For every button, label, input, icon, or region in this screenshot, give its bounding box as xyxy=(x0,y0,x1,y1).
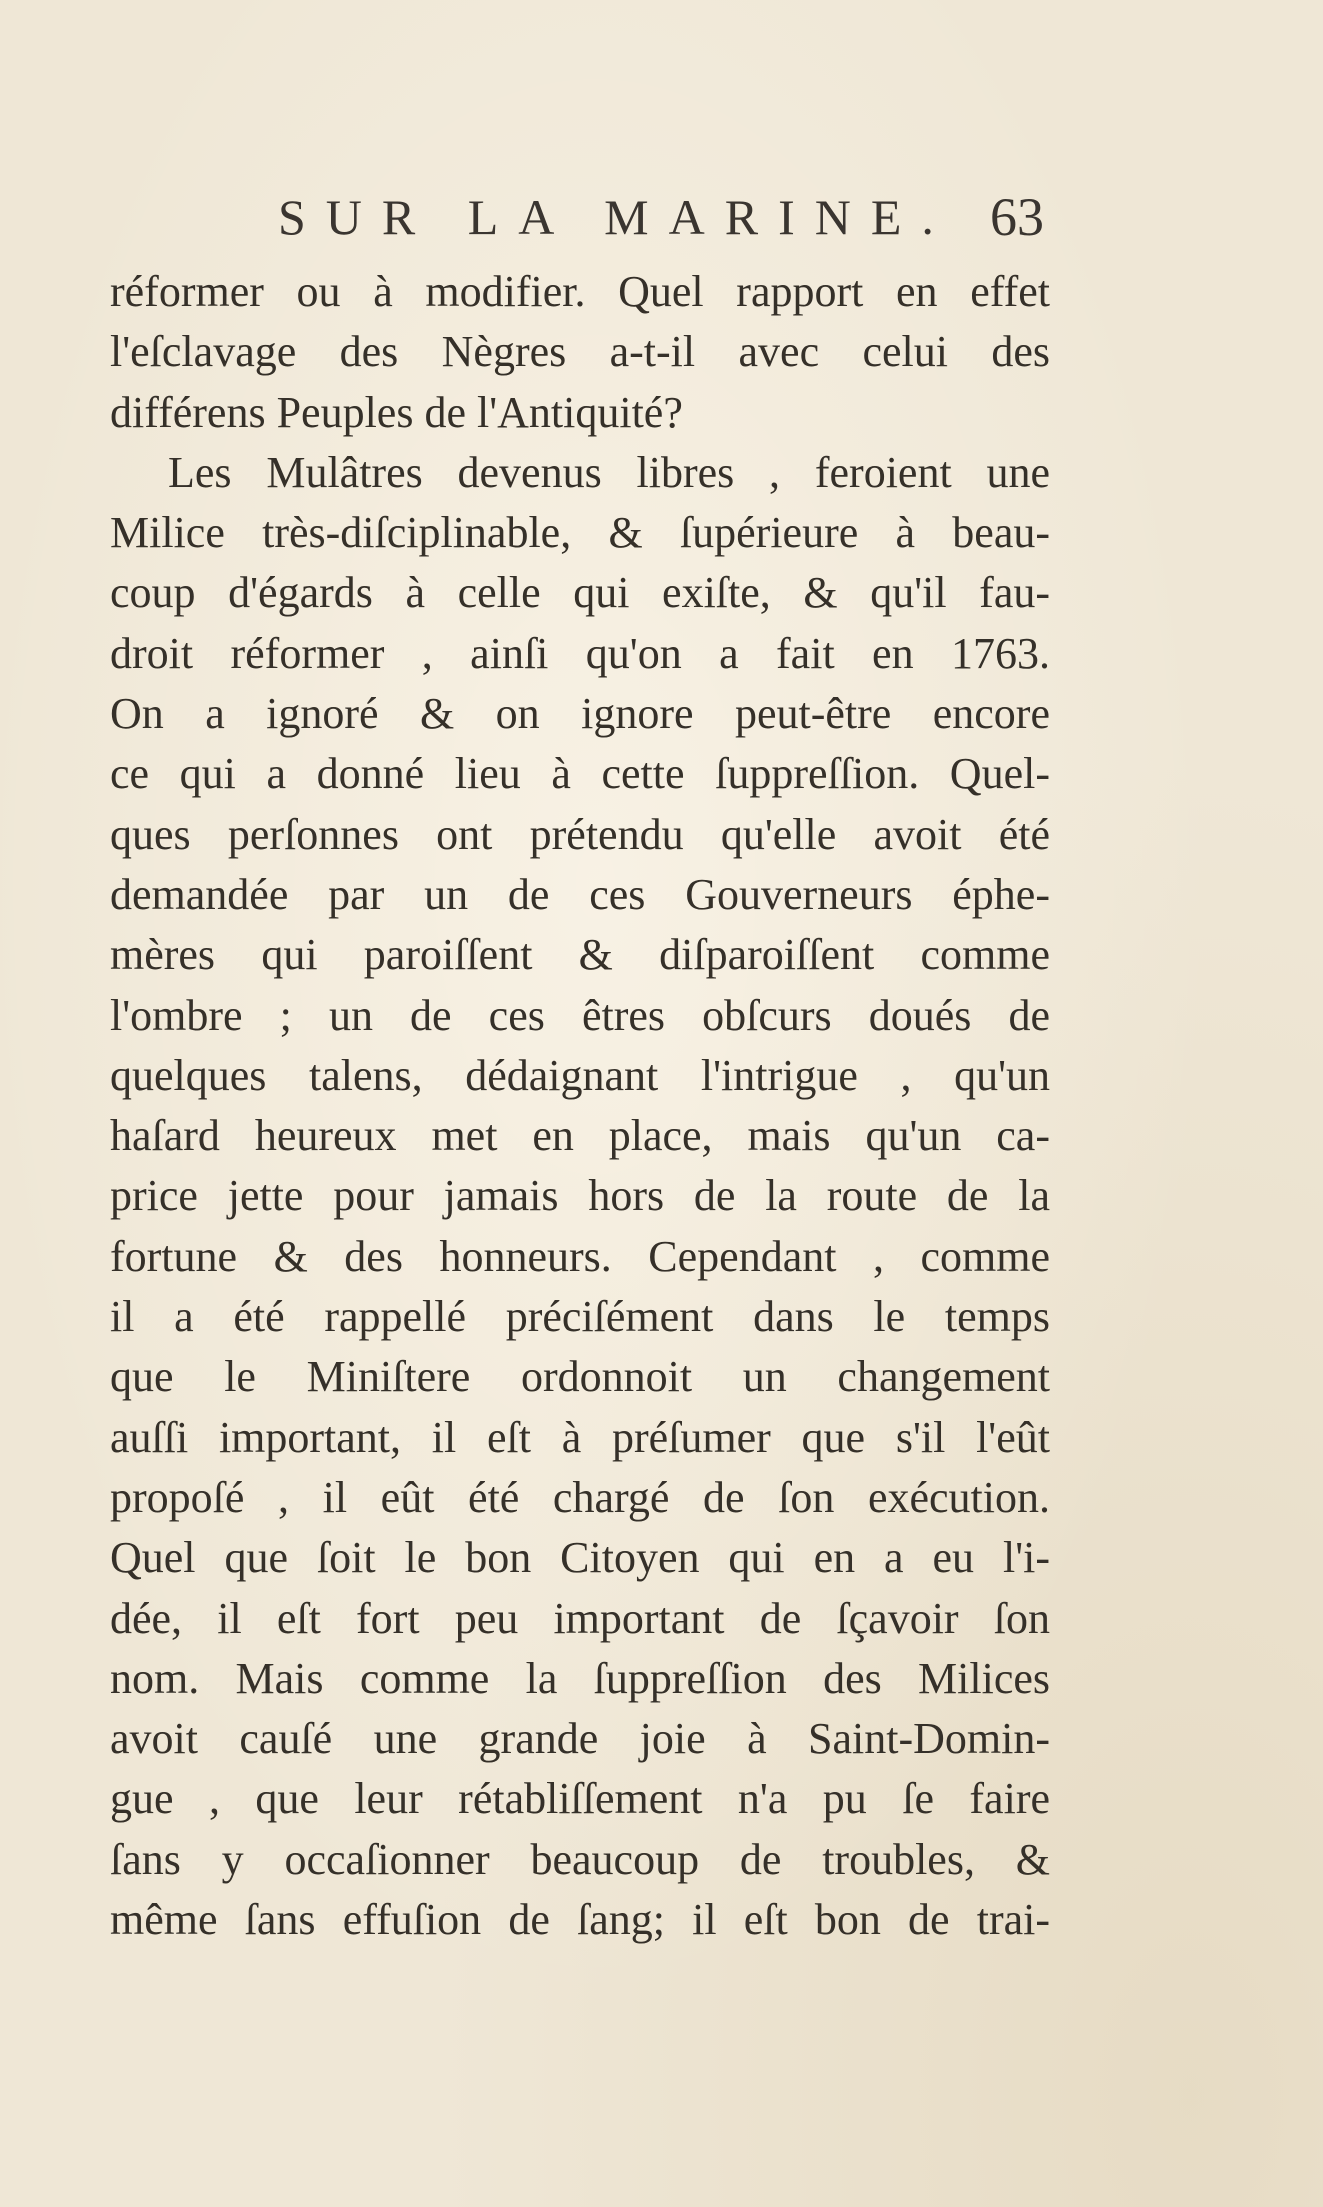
text-line: mères qui paroiſſent & diſparoiſſent comme xyxy=(110,930,1050,980)
text-line: haſard heureux met en place, mais qu'un ca- xyxy=(110,1111,1050,1161)
text-line: même ſans effuſion de ſang; il eſt bon de trai- xyxy=(110,1895,1050,1945)
running-title: SUR LA MARINE. xyxy=(278,189,954,245)
page-number: 63 xyxy=(990,187,1044,247)
text-line: il a été rappellé préciſément dans le temps xyxy=(110,1292,1050,1342)
body-text xyxy=(110,262,1050,1950)
text-line: propoſé , il eût été chargé de ſon exécution. xyxy=(110,1472,1050,1522)
text-line: ques perſonnes ont prétendu qu'elle avoit été xyxy=(110,809,1050,859)
text-line: l'eſclavage des Nègres a-t-il avec celui des xyxy=(110,327,1050,377)
text-line: gue , que leur rétabliſſement n'a pu ſe faire xyxy=(110,1774,1050,1824)
text-line: auſſi important, il eſt à préſumer que s'il l'eût xyxy=(110,1412,1050,1462)
text-line: Milice très-diſciplinable, & ſupérieure à beau- xyxy=(110,508,1050,558)
running-head xyxy=(0,188,1323,248)
text-line: ce qui a donné lieu à cette ſuppreſſion. Quel- xyxy=(110,749,1050,799)
text-line: que le Miniſtere ordonnoit un changement xyxy=(110,1352,1050,1402)
text-line: ſans y occaſionner beaucoup de troubles, & xyxy=(110,1834,1050,1884)
text-line: avoit cauſé une grande joie à Saint-Domin- xyxy=(110,1714,1050,1764)
text-line: droit réformer , ainſi qu'on a fait en 1763. xyxy=(110,628,1050,678)
text-line: l'ombre ; un de ces êtres obſcurs doués de xyxy=(110,990,1050,1040)
text-line: Quel que ſoit le bon Citoyen qui en a eu l'i- xyxy=(110,1533,1050,1583)
text-line: price jette pour jamais hors de la route de la xyxy=(110,1171,1050,1221)
text-line: fortune & des honneurs. Cependant , comme xyxy=(110,1231,1050,1281)
text-line: coup d'égards à celle qui exiſte, & qu'il fau- xyxy=(110,568,1050,618)
paragraph-start-line: Les Mulâtres devenus libres , feroient une xyxy=(168,447,1050,497)
text-line: nom. Mais comme la ſuppreſſion des Milices xyxy=(110,1653,1050,1703)
text-line: quelques talens, dédaignant l'intrigue , qu'un xyxy=(110,1050,1050,1100)
text-line: demandée par un de ces Gouverneurs éphe- xyxy=(110,869,1050,919)
text-line: On a ignoré & on ignore peut-être encore xyxy=(110,689,1050,739)
text-line: différens Peuples de l'Antiquité? xyxy=(110,387,683,437)
text-line: dée, il eſt fort peu important de ſçavoir ſon xyxy=(110,1593,1050,1643)
text-line: réformer ou à modifier. Quel rapport en effet xyxy=(110,267,1050,316)
